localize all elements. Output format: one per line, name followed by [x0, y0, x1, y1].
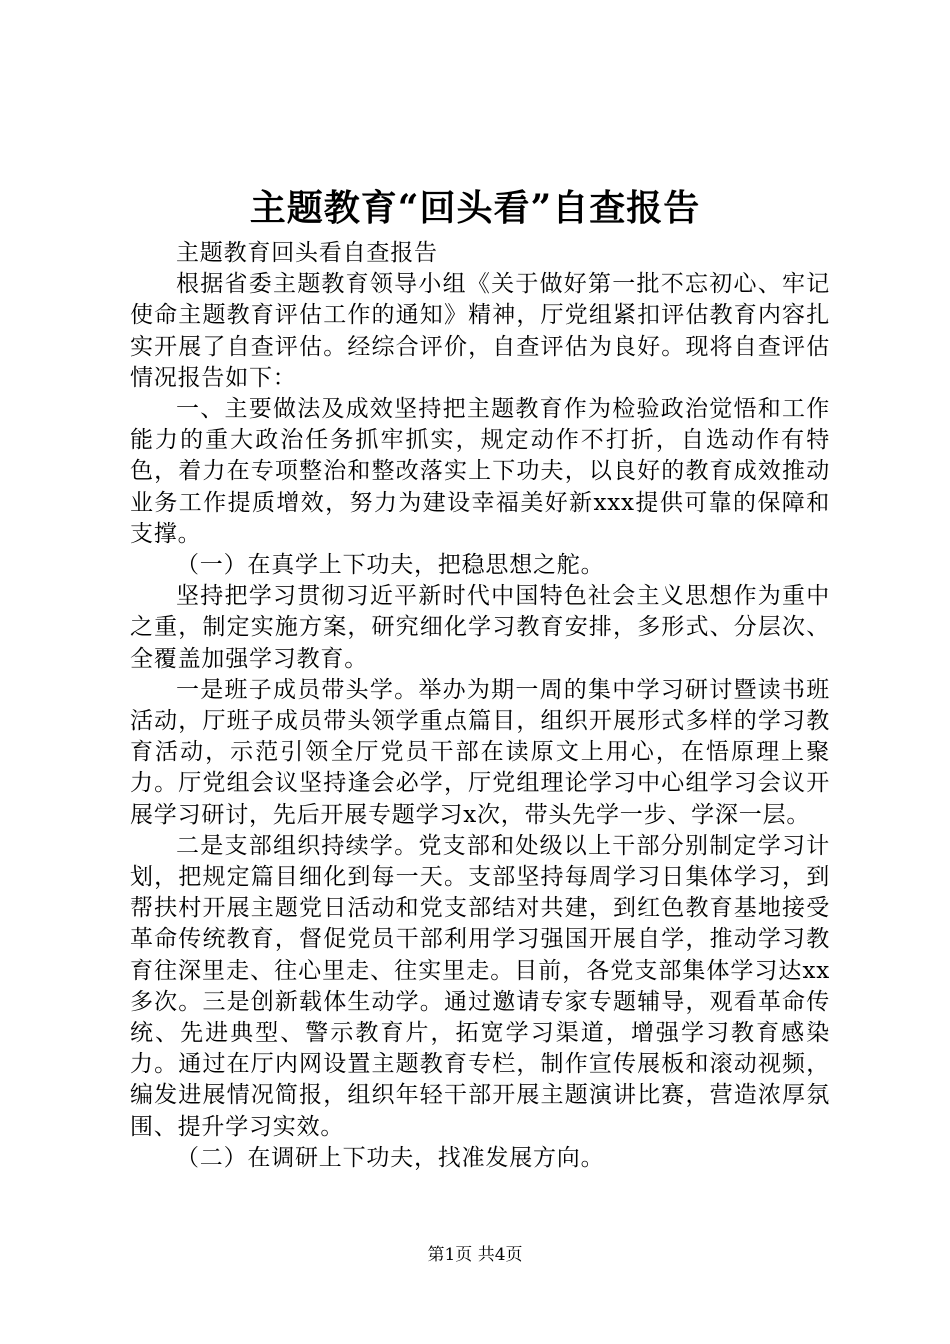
- paragraph-section-1: 一、主要做法及成效坚持把主题教育作为检验政治觉悟和工作能力的重大政治任务抓牢抓实，规定动作不打折，自选动作有特色，着力在专项整治和整改落实上下功夫，以良好的教育成效推动业务工作提质增效，努力为建设幸福美好新xxx提供可靠的保障和支撑。: [130, 396, 830, 547]
- page-footer: 第1页 共4页: [427, 1245, 523, 1265]
- document-body: [130, 238, 830, 1174]
- paragraph-subsection-2: （二）在调研上下功夫，找准发展方向。: [176, 1144, 605, 1171]
- document-title: 主题教育“回头看”自查报告: [249, 187, 701, 229]
- paragraph-study-overview: 坚持把学习贯彻习近平新时代中国特色社会主义思想作为重中之重，制定实施方案，研究细化学习教育安排，多形式、分层次、全覆盖加强学习教育。: [130, 583, 830, 672]
- paragraph-leaders-study: 一是班子成员带头学。举办为期一周的集中学习研讨暨读书班活动，厅班子成员带头领学重点篇目，组织开展形式多样的学习教育活动，示范引领全厅党员干部在读原文上用心，在悟原理上聚力。厅党组会议坚持逢会必学，厅党组理论学习中心组学习会议开展学习研讨，先后开展专题学习x次，带头先学一步、学深一层。: [130, 676, 830, 828]
- paragraph-branch-study: 二是支部组织持续学。党支部和处级以上干部分别制定学习计划，把规定篇目细化到每一天。支部坚持每周学习日集体学习，到帮扶村开展主题党日活动和党支部结对共建，到红色教育基地接受革命传统教育，督促党员干部利用学习强国开展自学，推动学习教育往深里走、往心里走、往实里走。目前，各党支部集体学习达xx多次。三是创新载体生动学。通过邀请专家专题辅导，观看革命传统、先进典型、警示教育片，拓宽学习渠道，增强学习教育感染力。通过在厅内网设置主题教育专栏，制作宣传展板和滚动视频，编发进展情况简报，组织年轻干部开展主题演讲比赛，营造浓厚氛围、提升学习实效。: [130, 832, 830, 1140]
- paragraph-subsection-1: （一）在真学上下功夫，把稳思想之舵。: [176, 552, 605, 579]
- paragraph-subtitle: 主题教育回头看自查报告: [176, 240, 438, 266]
- paragraph-intro: 根据省委主题教育领导小组《关于做好第一批不忘初心、牢记使命主题教育评估工作的通知》精神，厅党组紧扣评估教育内容扎实开展了自查评估。经综合评价，自查评估为良好。现将自查评估情况报告如下：: [130, 271, 830, 391]
